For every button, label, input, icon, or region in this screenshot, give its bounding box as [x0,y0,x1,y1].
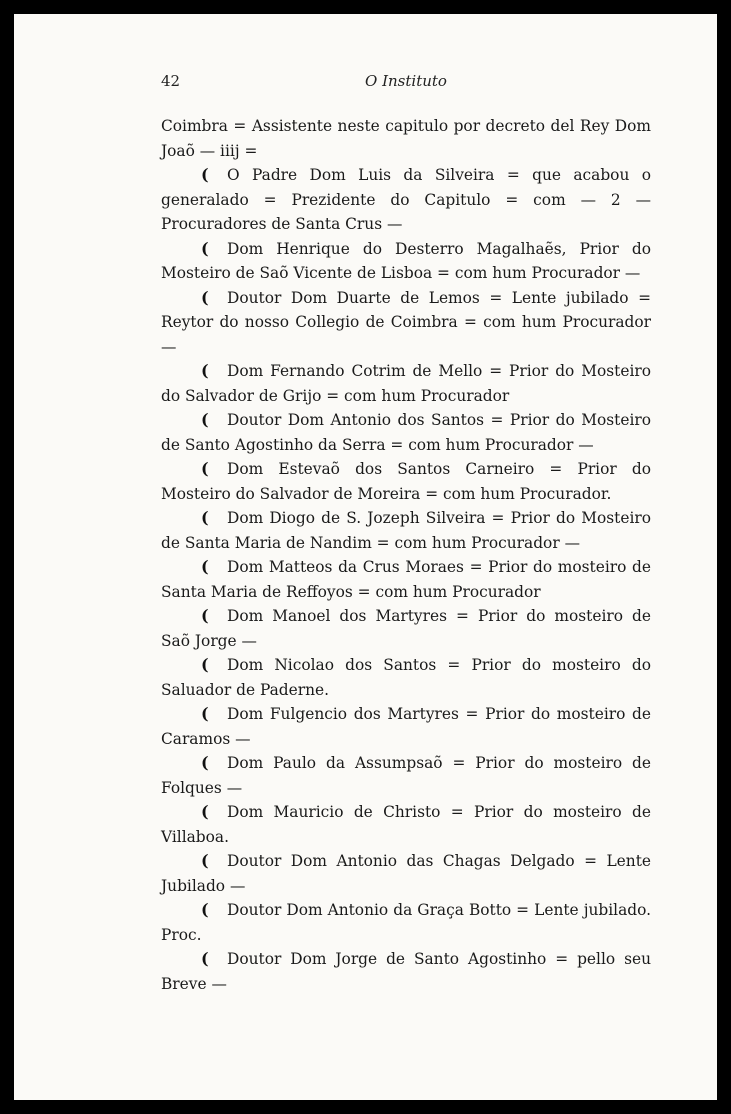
paragraph-text: Dom Manoel dos Martyres = Prior do mosteiro de Saõ Jorge — [161,607,651,650]
document-page [14,14,717,1100]
paragraph-text: Dom Nicolao dos Santos = Prior do mosteiro do Saluador de Paderne. [161,656,651,699]
paragraph [161,359,651,408]
paragraph-text: Coimbra = Assistente neste capitulo por decreto del Rey Dom Joaõ — iiij = [161,117,651,160]
paragraph-text: Dom Mauricio de Christo = Prior do mosteiro de Villaboa. [161,803,651,846]
page-number: 42 [161,72,181,90]
paragraph-mark-icon: ( [201,851,209,870]
running-title: O Instituto [365,72,447,90]
paragraph-mark-icon: ( [201,949,209,968]
paragraph-mark-icon: ( [201,238,209,258]
paragraph-text: Dom Fernando Cotrim de Mello = Prior do Mosteiro do Salvador de Grijo = com hum Procurador [161,362,651,405]
paragraph [161,947,651,996]
paragraph-mark-icon: ( [201,704,209,723]
paragraph-text: Doutor Dom Jorge de Santo Agostinho = pello seu Breve — [161,950,651,993]
paragraph-mark-icon: ( [201,287,209,307]
paragraph [161,898,651,947]
paragraph-text: Doutor Dom Antonio da Graça Botto = Lente jubilado. Proc. [161,901,651,944]
paragraph [161,702,651,751]
paragraph [161,163,651,237]
paragraph [161,408,651,457]
paragraph [161,653,651,702]
paragraph [161,506,651,555]
paragraph [161,800,651,849]
paragraph-mark-icon: ( [201,606,209,625]
paragraph-text: Dom Diogo de S. Jozeph Silveira = Prior do Mosteiro de Santa Maria de Nandim = com hum Procurador — [161,509,651,552]
paragraph-text: O Padre Dom Luis da Silveira = que acabou o generalado = Prezidente do Capitulo = com — 2 — Procuradores de Santa Crus — [161,166,651,233]
paragraph [161,457,651,506]
paragraph-text: Dom Matteos da Crus Moraes = Prior do mosteiro de Santa Maria de Reffoyos = com hum Procurador [161,558,651,601]
paragraph-mark-icon: ( [201,459,209,478]
paragraph [161,237,651,286]
paragraph-mark-icon: ( [201,753,209,772]
paragraph [161,555,651,604]
paragraph [161,604,651,653]
paragraph-mark-icon: ( [201,655,209,674]
body-text [161,114,651,996]
paragraph-text: Dom Henrique do Desterro Magalhaẽs, Prior do Mosteiro de Saõ Vicente de Lisboa = com hum Procurador — [161,239,651,282]
paragraph-text: Doutor Dom Duarte de Lemos = Lente jubilado = Reytor do nosso Collegio de Coimbra = com hum Procurador — [161,288,651,356]
paragraph [161,849,651,898]
running-head [161,72,651,98]
paragraph-text: Doutor Dom Antonio das Chagas Delgado = Lente Jubilado — [161,852,651,895]
paragraph-text: Dom Estevaõ dos Santos Carneiro = Prior do Mosteiro do Salvador de Moreira = com hum Procurador. [161,460,651,503]
paragraph-mark-icon: ( [201,900,209,919]
paragraph-mark-icon: ( [201,165,209,184]
paragraph-mark-icon: ( [201,361,209,380]
paragraph [161,114,651,163]
paragraph-text: Dom Fulgencio dos Martyres = Prior do mosteiro de Caramos — [161,705,651,748]
paragraph [161,286,651,360]
paragraph-mark-icon: ( [201,557,209,576]
paragraph [161,751,651,800]
paragraph-text: Dom Paulo da Assumpsaõ = Prior do mosteiro de Folques — [161,754,651,797]
paragraph-mark-icon: ( [201,508,209,527]
paragraph-mark-icon: ( [201,802,209,821]
paragraph-text: Doutor Dom Antonio dos Santos = Prior do Mosteiro de Santo Agostinho da Serra = com hum Procurador — [161,411,651,454]
paragraph-mark-icon: ( [201,410,209,429]
